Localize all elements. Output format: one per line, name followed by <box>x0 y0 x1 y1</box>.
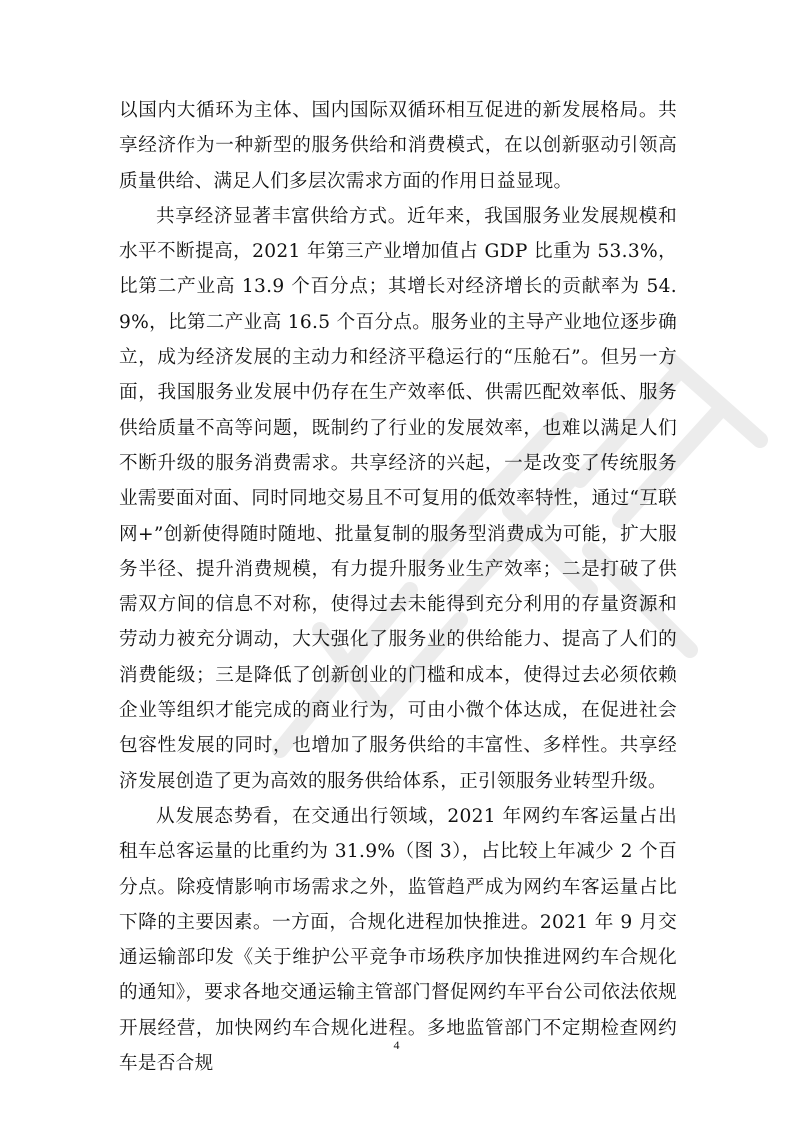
body-text <box>119 93 677 1081</box>
paragraph-transport-trend: 从发展态势看，在交通出行领域，2021 年网约车客运量占出租车总客运量的比重约为 31.9%（图 3），占比较上年减少 2 个百分点。除疫情影响市场需求之外，监管趋严成为网约车客运量占比下降的主要因素。一方面，合规化进程加快推进。2021 年 9 月交通运输部印发《关于维护公平竞争市场秩序加快推进网约车合规化的通知》，要求各地交通运输主管部门督促网约车平台公司依法依规开展经营，加快网约车合规化进程。多地监管部门不定期检查网约车是否合规 <box>119 805 677 1075</box>
paragraph-service-supply: 共享经济显著丰富供给方式。近年来，我国服务业发展规模和水平不断提高，2021 年第三产业增加值占 GDP 比重为 53.3%，比第二产业高 13.9 个百分点；其增长对经济增长的贡献率为 54.9%，比第二产业高 16.5 个百分点。服务业的主导产业地位逐步确立，成为经济发展的主动力和经济平稳运行的“压舱石”。但另一方面，我国服务业发展中仍存在生产效率低、供需匹配效率低、服务供给质量不高等问题，既制约了行业的发展效率，也难以满足人们不断升级的服务消费需求。共享经济的兴起，一是改变了传统服务业需要面对面、同时同地交易且不可复用的低效率特性，通过“互联网+”创新使得随时随地、批量复制的服务型消费成为可能，扩大服务半径、提升消费规模，有力提升服务业生产效率；二是打破了供需双方间的信息不对称，使得过去未能得到充分利用的存量资源和劳动力被充分调动，大大强化了服务业的供给能力、提高了人们的消费能级；三是降低了创新创业的门槛和成本，使得过去必须依赖企业等组织才能完成的商业行为，可由小微个体达成，在促进社会包容性发展的同时，也增加了服务供给的丰富性、多样性。共享经济发展创造了更为高效的服务供给体系，正引领服务业转型升级。 <box>119 205 677 792</box>
paragraph-continuation: 以国内大循环为主体、国内国际双循环相互促进的新发展格局。共享经济作为一种新型的服务供给和消费模式，在以创新驱动引领高质量供给、满足人们多层次需求方面的作用日益显现。 <box>119 100 677 192</box>
page-number: 4 <box>393 1038 400 1052</box>
